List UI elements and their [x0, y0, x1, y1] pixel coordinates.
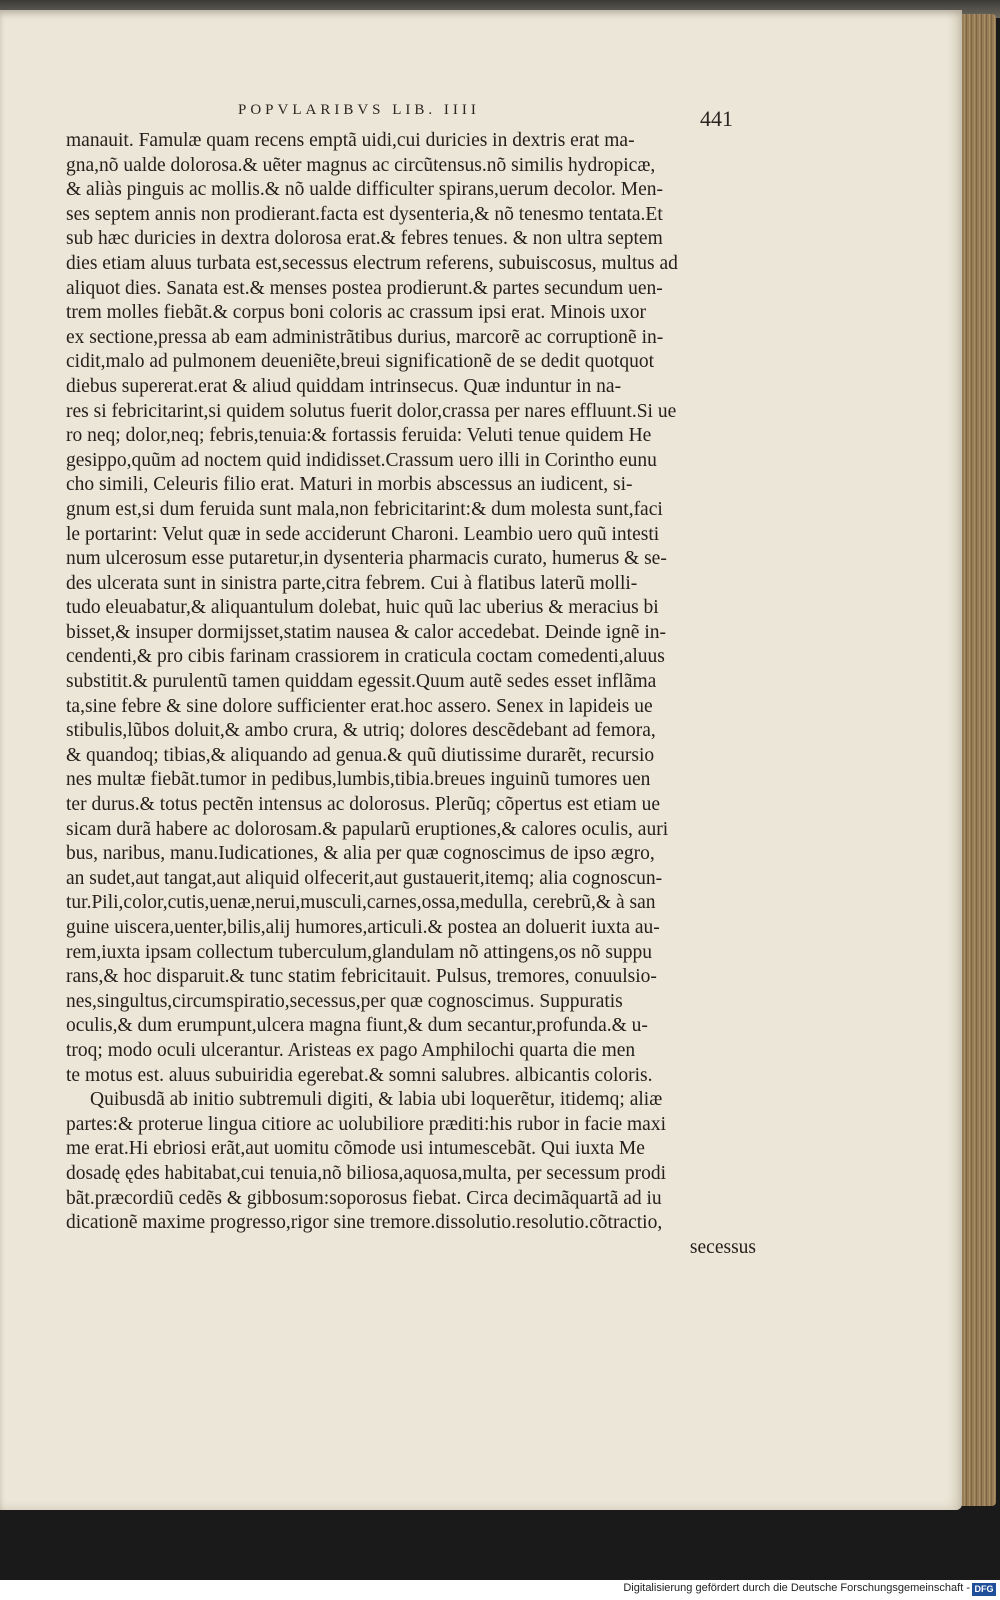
text-line: num ulcerosum esse putaretur,in dysenteria pharmacis curato, humerus & se- — [66, 548, 667, 570]
page-edges — [958, 14, 996, 1506]
text-line: substitit.& purulentũ tamen quiddam egessit.Quum autẽ sedes esset inflãma — [66, 671, 657, 693]
footer-credit: Digitalisierung gefördert durch die Deutsche Forschungsgemeinschaft - — [623, 1582, 970, 1594]
text-line: troq; modo oculi ulcerantur. Aristeas ex pago Amphilochi quarta die men — [66, 1039, 636, 1061]
text-line: le portarint: Velut quæ in sede acciderunt Charoni. Leambio uero quũ intesti — [66, 523, 660, 545]
text-line: cidit,malo ad pulmonem deueniẽte,breui significationẽ de se dedit quotquot — [66, 351, 655, 373]
text-line: dicationẽ maxime progresso,rigor sine tremore.dissolutio.resolutio.cõtractio, — [66, 1212, 663, 1234]
text-line: an sudet,aut tangat,aut aliquid olfecerit,aut gustauerit,itemq; alia cognoscun- — [66, 867, 663, 889]
text-line: gnum est,si dum feruida sunt mala,non febricitarint:& dum molesta sunt,faci — [66, 498, 663, 520]
text-line: diebus supererat.erat & aliud quiddam intrinsecus. Quæ induntur in na- — [66, 375, 622, 397]
text-line: & aliàs pinguis ac mollis.& nõ ualde difficulter spirans,uerum decolor. Men- — [66, 179, 663, 201]
text-line: sicam durã habere ac dolorosam.& papularũ eruptiones,& calores oculis, auri — [66, 818, 669, 840]
text-line: ter durus.& totus pectẽn intensus ac dolorosus. Plerũq; cõpertus est etiam ue — [66, 794, 661, 816]
text-line: rem,iuxta ipsam collectum tuberculum,glandulam nõ attingens,os nõ suppu — [66, 941, 652, 963]
text-line: Quibusdã ab initio subtremuli digiti, & labia ubi loquerẽtur, itidemq; aliæ — [90, 1089, 663, 1111]
footer-bar — [0, 1580, 1000, 1600]
text-line: ses septem annis non prodierant.facta est dysenteria,& nõ tenesmo tentata.Et — [66, 203, 663, 225]
text-line: ta,sine febre & sine dolore sufficienter erat.hoc assero. Senex in lapideis ue — [66, 695, 653, 717]
text-line: bãt.præcordiũ cedẽs & gibbosum:soporosus fiebat. Circa decimãquartã ad iu — [66, 1187, 662, 1209]
folio-number: 441 — [700, 106, 733, 131]
catchword: secessus — [689, 1236, 756, 1258]
text-line: rans,& hoc disparuit.& tunc statim febricitauit. Pulsus, tremores, conuulsio- — [66, 966, 657, 988]
text-line: partes:& proterue lingua citiore ac uolubiliore præditi:his rubor in facie maxi — [66, 1113, 666, 1135]
text-line: manauit. Famulæ quam recens emptã uidi,cui duricies in dextris erat ma- — [66, 130, 635, 151]
running-head: POPVLARIBVS LIB. IIII — [238, 102, 480, 118]
text-line: oculis,& dum erumpunt,ulcera magna fiunt,& dum secantur,profunda.& u- — [66, 1015, 648, 1037]
text-line: aliquot dies. Sanata est.& menses postea prodierunt.& partes secundum uen- — [66, 277, 663, 299]
text-line: dosadę ędes habitabat,cui tenuia,nõ biliosa,aquosa,multa, per secessum prodi — [66, 1162, 666, 1184]
text-line: & quandoq; tibias,& aliquando ad genua.& quũ diutissime durarẽt, recursio — [66, 744, 655, 766]
text-line: des ulcerata sunt in sinistra parte,citra febrem. Cui à flatibus laterũ molli- — [66, 572, 638, 594]
text-line: sub hæc duricies in dextra dolorosa erat.& febres tenues. & non ultra septem — [66, 228, 663, 250]
text-line: gna,nõ ualde dolorosa.& uẽter magnus ac circũtensus.nõ similis hydropicæ, — [66, 154, 656, 176]
text-line: tudo eleuabatur,& aliquantulum dolebat, huic quũ lac uberius & meracius bi — [66, 597, 659, 619]
text-line: guine uiscera,uenter,bilis,alij humores,articuli.& postea an doluerit iuxta au- — [66, 917, 660, 938]
text-line: dies etiam aluus turbata est,secessus electrum referens, subuiscosus, multus ad — [66, 252, 678, 274]
book-page — [0, 10, 962, 1510]
text-line: te motus est. aluus subuiridia egerebat.& somni salubres. albicantis coloris. — [66, 1064, 653, 1086]
text-line: cendenti,& pro cibis farinam crassiorem in craticula coctam comedenti,aluus — [66, 646, 665, 668]
text-line: ro neq; dolor,neq; febris,tenuia:& fortassis feruida: Veluti tenue quidem He — [66, 425, 652, 447]
text-line: nes,singultus,circumspiratio,secessus,per quæ cognoscimus. Suppuratis — [66, 990, 623, 1012]
text-line: trem molles fiebãt.& corpus boni coloris ac crassum ipsi erat. Minois uxor — [66, 302, 647, 324]
text-line: bisset,& insuper dormijsset,statim nausea & calor accedebat. Deinde ignẽ in- — [66, 621, 666, 643]
text-line: cho simili, Celeuris filio erat. Maturi in morbis abscessus an iudicent, si- — [66, 474, 633, 496]
text-line: stibulis,lũbos doluit,& ambo crura, & utriq; dolores descẽdebant ad femora, — [66, 720, 656, 742]
text-line: me erat.Hi ebriosi erãt,aut uomitu cõmode usi intumescebãt. Qui iuxta Me — [66, 1138, 645, 1160]
text-line: ex sectione,pressa ab eam administrãtibus durius, marcorẽ ac corruptionẽ in- — [66, 326, 664, 348]
text-line: gesippo,quũm ad noctem quid indidisset.Crassum uero illi in Corintho eunu — [66, 449, 657, 471]
text-line: nes multæ fiebãt.tumor in pedibus,lumbis,tibia.breues inguinũ tumores uen — [66, 769, 651, 791]
text-line: res si febricitarint,si quidem solutus fuerit dolor,crassa per nares effluunt.Si ue — [66, 400, 677, 422]
text-line: bus, naribus, manu.Iudicationes, & alia per quæ cognoscimus de ipso ægro, — [66, 843, 655, 865]
text-line: tur.Pili,color,cutis,uenæ,nerui,musculi,carnes,ossa,medulla, cerebrũ,& à san — [66, 892, 656, 914]
text-block — [66, 129, 756, 1260]
dfg-logo: DFG — [972, 1583, 996, 1596]
